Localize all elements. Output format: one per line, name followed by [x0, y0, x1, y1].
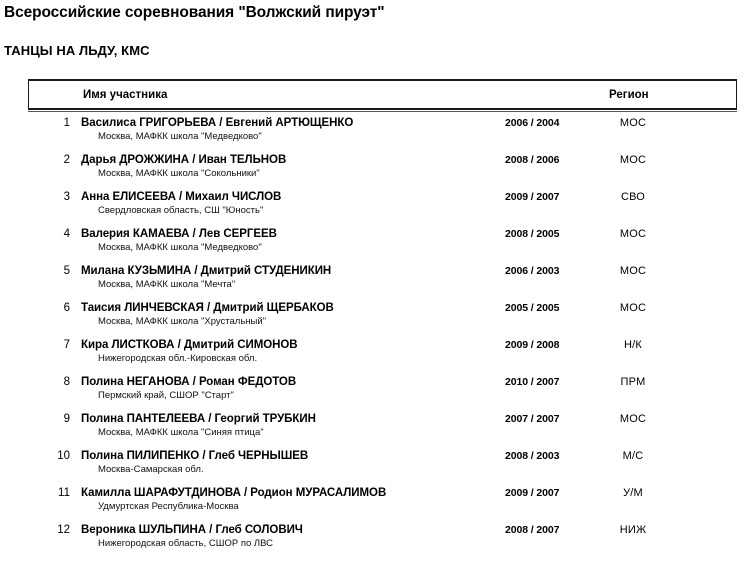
table-row[interactable] [0, 450, 750, 487]
row-birth-years: 2009 / 2007 [505, 191, 560, 203]
row-rank: 9 [63, 413, 70, 425]
table-row[interactable] [0, 117, 750, 154]
row-club: Москва, МАФКК школа "Хрустальный" [98, 316, 267, 327]
row-region: СВО [620, 191, 646, 203]
row-birth-years: 2008 / 2005 [505, 228, 560, 240]
table-row[interactable] [0, 154, 750, 191]
results-list [0, 117, 750, 561]
row-birth-years: 2008 / 2003 [505, 450, 560, 462]
row-participant-names: Василиса ГРИГОРЬЕВА / Евгений АРТЮЩЕНКО [81, 117, 354, 129]
row-region: МОС [619, 117, 647, 129]
table-row[interactable] [0, 524, 750, 561]
row-participant-names: Камилла ШАРАФУТДИНОВА / Родион МУРАСАЛИМОВ [81, 487, 387, 499]
row-birth-years: 2008 / 2006 [505, 154, 560, 166]
row-participant-names: Полина ПИЛИПЕНКО / Глеб ЧЕРНЫШЕВ [81, 450, 309, 462]
row-rank: 12 [57, 524, 70, 536]
row-club: Москва, МАФКК школа "Сокольники" [98, 168, 260, 179]
row-participant-names: Милана КУЗЬМИНА / Дмитрий СТУДЕНИКИН [81, 265, 332, 277]
row-participant-names: Полина НЕГАНОВА / Роман ФЕДОТОВ [81, 376, 297, 388]
row-club: Удмуртская Республика-Москва [98, 501, 239, 512]
row-birth-years: 2010 / 2007 [505, 376, 560, 388]
row-birth-years: 2009 / 2007 [505, 487, 560, 499]
row-birth-years: 2005 / 2005 [505, 302, 560, 314]
table-row[interactable] [0, 376, 750, 413]
row-rank: 6 [63, 302, 70, 314]
row-club: Москва, МАФКК школа "Мечта" [98, 279, 236, 290]
row-birth-years: 2008 / 2007 [505, 524, 560, 536]
table-row[interactable] [0, 191, 750, 228]
row-region: Н/К [623, 339, 642, 351]
row-participant-names: Валерия КАМАЕВА / Лев СЕРГЕЕВ [81, 228, 277, 240]
row-rank: 1 [63, 117, 70, 129]
row-rank: 11 [58, 487, 70, 499]
row-rank: 3 [63, 191, 70, 203]
row-club: Москва-Самарская обл. [98, 464, 204, 475]
row-club: Москва, МАФКК школа "Медведково" [98, 242, 262, 253]
row-participant-names: Анна ЕЛИСЕЕВА / Михаил ЧИСЛОВ [81, 191, 282, 203]
row-club: Москва, МАФКК школа "Медведково" [98, 131, 262, 142]
row-participant-names: Дарья ДРОЖЖИНА / Иван ТЕЛЬНОВ [81, 154, 287, 166]
table-row[interactable] [0, 265, 750, 302]
row-club: Нижегородская область, СШОР по ЛВС [98, 538, 273, 549]
row-region: У/М [623, 487, 643, 499]
discipline-subtitle: ТАНЦЫ НА ЛЬДУ, КМС [4, 43, 150, 58]
row-participant-names: Вероника ШУЛЬПИНА / Глеб СОЛОВИЧ [81, 524, 303, 536]
row-region: МОС [619, 154, 647, 166]
table-row[interactable] [0, 413, 750, 450]
row-club: Пермский край, СШОР "Старт" [98, 390, 234, 401]
row-birth-years: 2009 / 2008 [505, 339, 560, 351]
row-participant-names: Полина ПАНТЕЛЕЕВА / Георгий ТРУБКИН [81, 413, 316, 425]
row-region: НИЖ [619, 524, 647, 536]
table-row[interactable] [0, 487, 750, 524]
table-row[interactable] [0, 302, 750, 339]
row-region: МОС [619, 228, 647, 240]
row-club: Нижегородская обл.-Кировская обл. [98, 353, 258, 364]
row-birth-years: 2006 / 2004 [505, 117, 560, 129]
row-club: Москва, МАФКК школа "Синяя птица" [98, 427, 264, 438]
row-rank: 8 [63, 376, 70, 388]
column-header-region: Регион [609, 89, 649, 101]
row-rank: 10 [57, 450, 70, 462]
row-participant-names: Таисия ЛИНЧЕВСКАЯ / Дмитрий ЩЕРБАКОВ [81, 302, 334, 314]
row-club: Свердловская область, СШ "Юность" [98, 205, 264, 216]
row-birth-years: 2006 / 2003 [505, 265, 560, 277]
row-rank: 7 [63, 339, 70, 351]
row-rank: 5 [63, 265, 70, 277]
row-participant-names: Кира ЛИСТКОВА / Дмитрий СИМОНОВ [81, 339, 298, 351]
row-region: ПРМ [620, 376, 646, 388]
column-header-name: Имя участника [83, 89, 168, 101]
row-rank: 2 [63, 154, 70, 166]
table-row[interactable] [0, 228, 750, 265]
row-region: МОС [619, 302, 647, 314]
row-birth-years: 2007 / 2007 [505, 413, 560, 425]
row-region: М/С [622, 450, 644, 462]
page-title: Всероссийские соревнования "Волжский пируэт" [4, 4, 385, 21]
row-region: МОС [619, 413, 647, 425]
table-row[interactable] [0, 339, 750, 376]
row-rank: 4 [63, 228, 70, 240]
row-region: МОС [619, 265, 647, 277]
table-header-row [28, 79, 737, 110]
